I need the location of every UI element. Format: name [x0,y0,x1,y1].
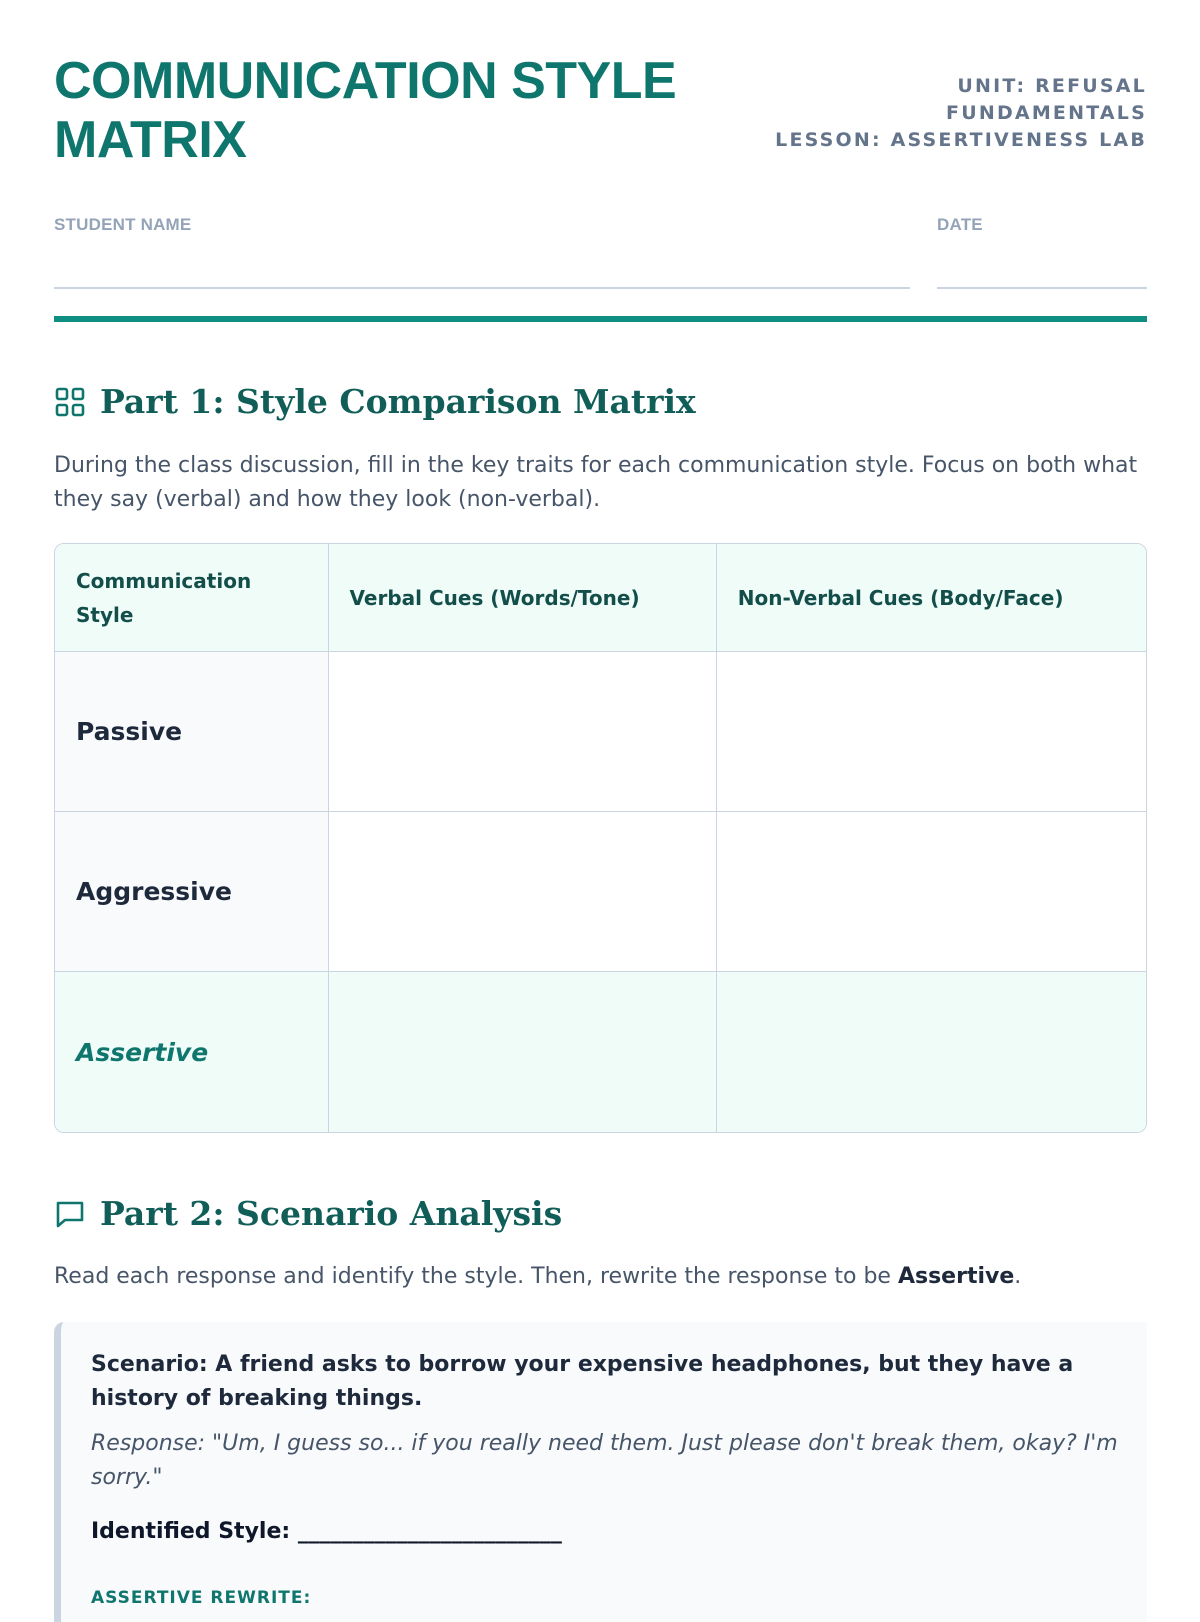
verbal-cues-cell[interactable] [329,652,717,811]
date-label: DATE [937,215,983,234]
style-label: Assertive [76,1037,209,1067]
verbal-cues-cell[interactable] [329,972,717,1132]
student-name-field[interactable] [54,287,910,289]
column-header: Communication Style [55,544,329,651]
scenario-title: Scenario: A friend asks to borrow your expensive headphones, but they have a history of breaking things. [91,1352,1074,1411]
speech-bubble-icon [54,1198,86,1230]
table-row [55,812,1146,972]
lesson-label: LESSON: ASSERTIVENESS LAB [775,129,1147,151]
nonverbal-cues-cell[interactable] [717,972,1146,1132]
instructions-text: Read each response and identify the style. Then, rewrite the response to be [54,1264,898,1289]
instructions-emphasis: Assertive [897,1264,1015,1289]
part2-title: Part 2: Scenario Analysis [100,1194,563,1233]
table-header-row [55,544,1146,652]
scenario-response: Response: "Um, I guess so... if you really need them. Just please don't break them, okay? I'm sorry." [91,1431,1118,1490]
lesson-meta [775,73,1147,154]
grid-icon [54,386,86,418]
assertive-rewrite-label: ASSERTIVE REWRITE: [91,1588,312,1608]
part1-title: Part 1: Style Comparison Matrix [100,382,696,421]
part1-heading [54,382,696,421]
table-row [55,972,1146,1132]
header-divider [54,316,1147,322]
unit-label-cont: FUNDAMENTALS [946,102,1147,124]
page-title: COMMUNICATION STYLE MATRIX [54,52,677,169]
table-row [55,652,1146,812]
row-label-cell [55,652,329,811]
verbal-cues-cell[interactable] [329,812,717,971]
style-label: Aggressive [76,877,233,906]
part2-instructions [54,1260,1147,1294]
style-matrix-table [54,543,1147,1133]
identified-style-field[interactable]: Identified Style: ________________________ [91,1519,562,1544]
scenario-card [54,1322,1147,1622]
row-label-cell [55,972,329,1132]
nonverbal-cues-cell[interactable] [717,652,1146,811]
part1-instructions: During the class discussion, fill in the key traits for each communication style. Focus on both what they say (verbal) and how they look (non-verbal). [54,453,1138,512]
column-header: Non-Verbal Cues (Body/Face) [737,585,1064,610]
instructions-end: . [1014,1264,1022,1289]
row-label-cell [55,812,329,971]
student-name-label: STUDENT NAME [54,215,192,234]
nonverbal-cues-cell[interactable] [717,812,1146,971]
column-header: Verbal Cues (Words/Tone) [329,544,717,651]
unit-label: UNIT: REFUSAL [957,75,1147,97]
part2-heading [54,1194,562,1233]
date-field[interactable] [937,287,1147,289]
style-label: Passive [76,717,183,746]
